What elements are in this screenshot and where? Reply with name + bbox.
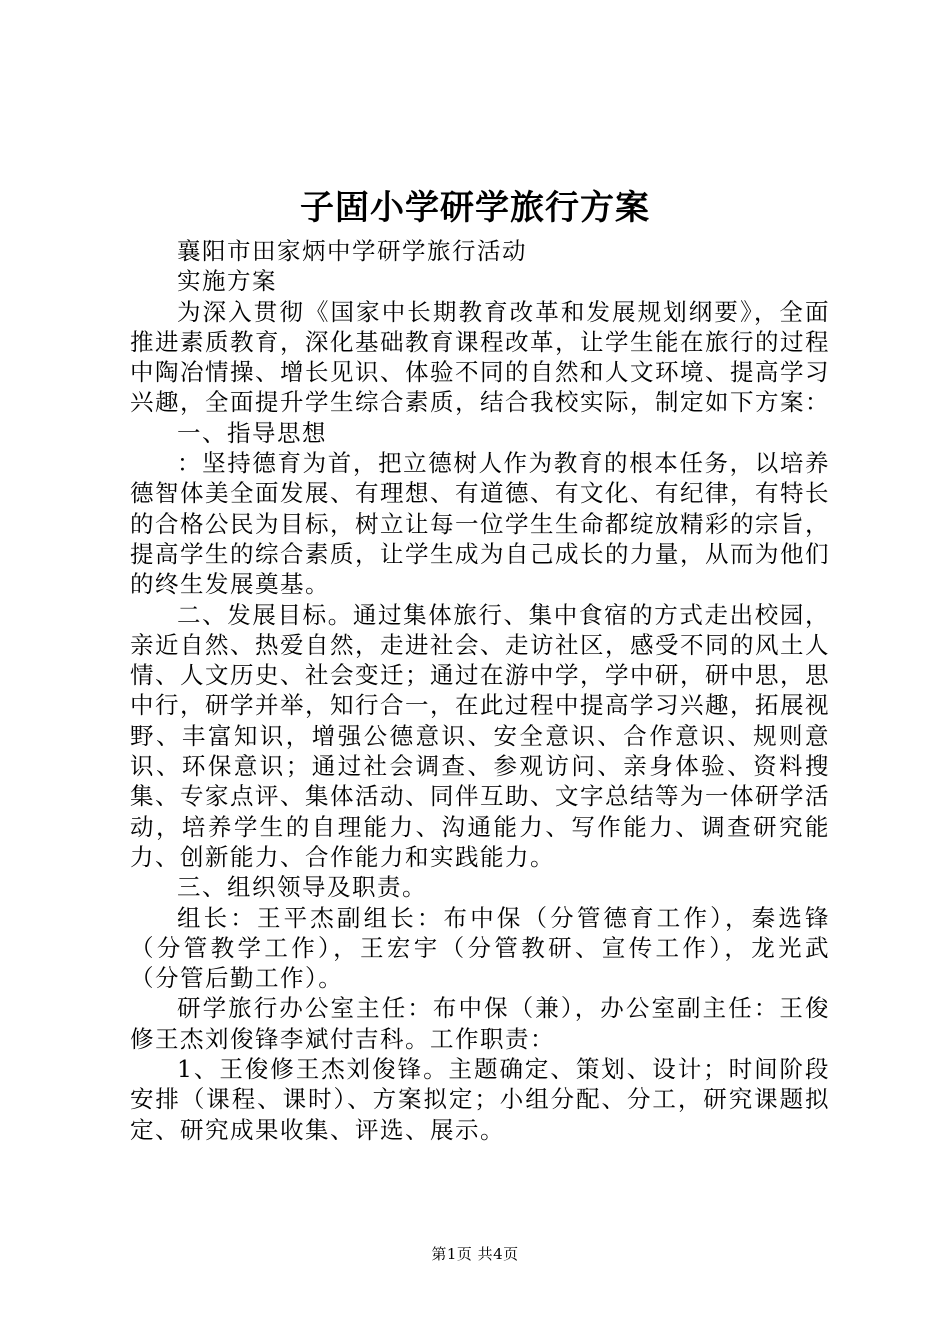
document-title: 子固小学研学旅行方案 [300, 188, 650, 228]
document-body [130, 236, 830, 1145]
paragraph-duty-1: 1、王俊修王杰刘俊锋。主题确定、策划、设计；时间阶段安排（课程、课时）、方案拟定；小组分配、分工，研究课题拟定、研究成果收集、评选、展示。 [130, 1055, 830, 1144]
paragraph-office-staff: 研学旅行办公室主任：布中保（兼），办公室副主任：王俊修王杰刘俊锋李斌付吉科。工作职责： [130, 994, 830, 1053]
section-heading-guiding-thought: 一、指导思想 [177, 418, 327, 447]
paragraph-group-leaders: 组长：王平杰副组长：布中保（分管德育工作），秦选锋（分管教学工作），王宏宇（分管教研、宣传工作），龙光武（分管后勤工作）。 [130, 903, 830, 993]
paragraph-subtitle-line-1: 襄阳市田家炳中学研学旅行活动 [177, 237, 527, 265]
page-number-footer: 第1页 共4页 [431, 1245, 519, 1263]
paragraph-guiding-thought: ：坚持德育为首，把立德树人作为教育的根本任务，以培养德智体美全面发展、有理想、有道德、有文化、有纪律，有特长的合格公民为目标，树立让每一位学生生命都绽放精彩的宗旨，提高学生的综合素质，让学生成为自己成长的力量，从而为他们的终生发展奠基。 [130, 449, 830, 599]
paragraph-introduction: 为深入贯彻《国家中长期教育改革和发展规划纲要》，全面推进素质教育，深化基础教育课程改革，让学生能在旅行的过程中陶冶情操、增长见识、体验不同的自然和人文环境、提高学习兴趣，全面提升学生综合素质，结合我校实际，制定如下方案： [130, 297, 830, 417]
paragraph-development-goals: 二、发展目标。通过集体旅行、集中食宿的方式走出校园，亲近自然、热爱自然，走进社会、走访社区，感受不同的风土人情、人文历史、社会变迁；通过在游中学，学中研，研中思，思中行，研学并举，知行合一，在此过程中提高学习兴趣，拓展视野、丰富知识，增强公德意识、安全意识、合作意识、规则意识、环保意识；通过社会调查、参观访问、亲身体验、资料搜集、专家点评、集体活动、同伴互助、文字总结等为一体研学活动，培养学生的自理能力、沟通能力、写作能力、调查研究能力、创新能力、合作能力和实践能力。 [130, 600, 830, 871]
paragraph-subtitle-line-2: 实施方案 [177, 267, 277, 296]
section-heading-organization: 三、组织领导及职责。 [177, 873, 427, 902]
